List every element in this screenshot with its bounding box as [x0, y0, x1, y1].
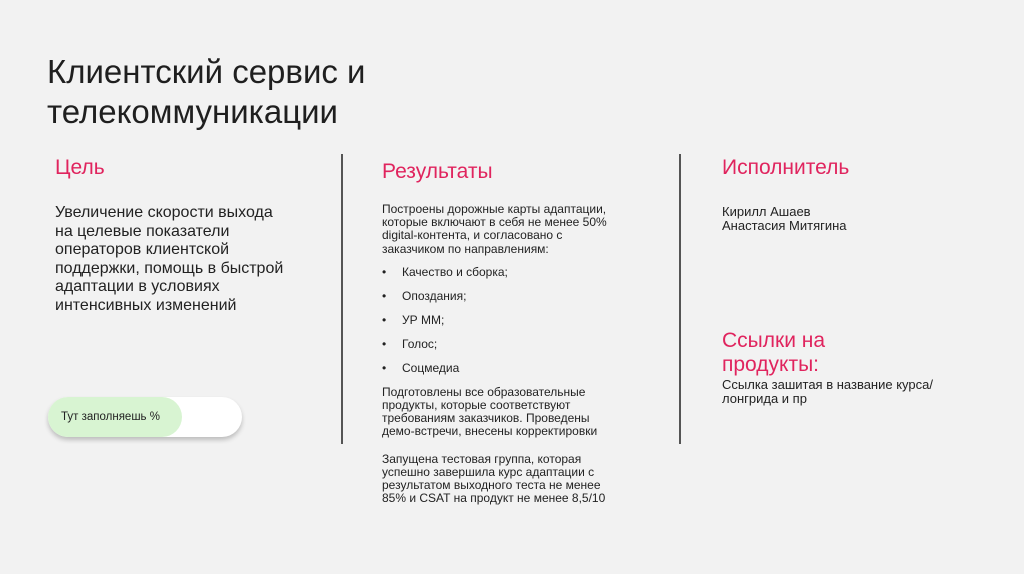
list-item: • Качество и сборка;	[382, 266, 622, 279]
links-heading: Ссылки на продукты:	[722, 329, 826, 376]
list-item: • Опоздания;	[382, 290, 622, 303]
progress-bar[interactable]	[48, 397, 242, 437]
results-intro: Построены дорожные карты адаптации, которые включают в себя не менее 50% digital-контента, и согласовано с заказчиком по направлениям:	[382, 202, 607, 256]
title-line-1: Клиентский сервис и	[47, 53, 366, 90]
links-text[interactable]: Ссылка зашитая в название курса/лонгрида и пр	[722, 377, 933, 406]
executor-names	[722, 205, 982, 233]
executor-heading: Исполнитель	[722, 156, 850, 179]
results-paragraph-3: Запущена тестовая группа, которая успешно завершила курс адаптации с результатом выходного теста не менее 85% и CSAT на продукт не менее 8,5/10	[382, 451, 606, 506]
executor-name: Анастасия Митягина	[722, 218, 847, 233]
page-title	[47, 52, 567, 132]
progress-label: Тут заполняешь %	[61, 411, 160, 423]
results-body	[382, 203, 622, 505]
executor-name: Кирилл Ашаев	[722, 204, 811, 219]
list-item: • Соцмедиа	[382, 362, 622, 375]
goal-heading: Цель	[55, 156, 105, 179]
results-list	[382, 266, 622, 375]
list-item: • Голос;	[382, 338, 622, 351]
list-item: • УР ММ;	[382, 314, 622, 327]
results-heading: Результаты	[382, 160, 493, 183]
title-line-2: телекоммуникации	[47, 93, 338, 130]
column-divider-right	[679, 154, 681, 444]
goal-text: Увеличение скорости выхода на целевые показатели операторов клиентской поддержки, помощь в быстрой адаптации в условиях интенсивных изменений	[55, 204, 284, 314]
results-paragraph-2: Подготовлены все образовательные продукты, которые соответствуют требованиям заказчиков. Проведены демо-встречи, внесены корректировки	[382, 384, 598, 439]
column-divider-left	[341, 154, 343, 444]
